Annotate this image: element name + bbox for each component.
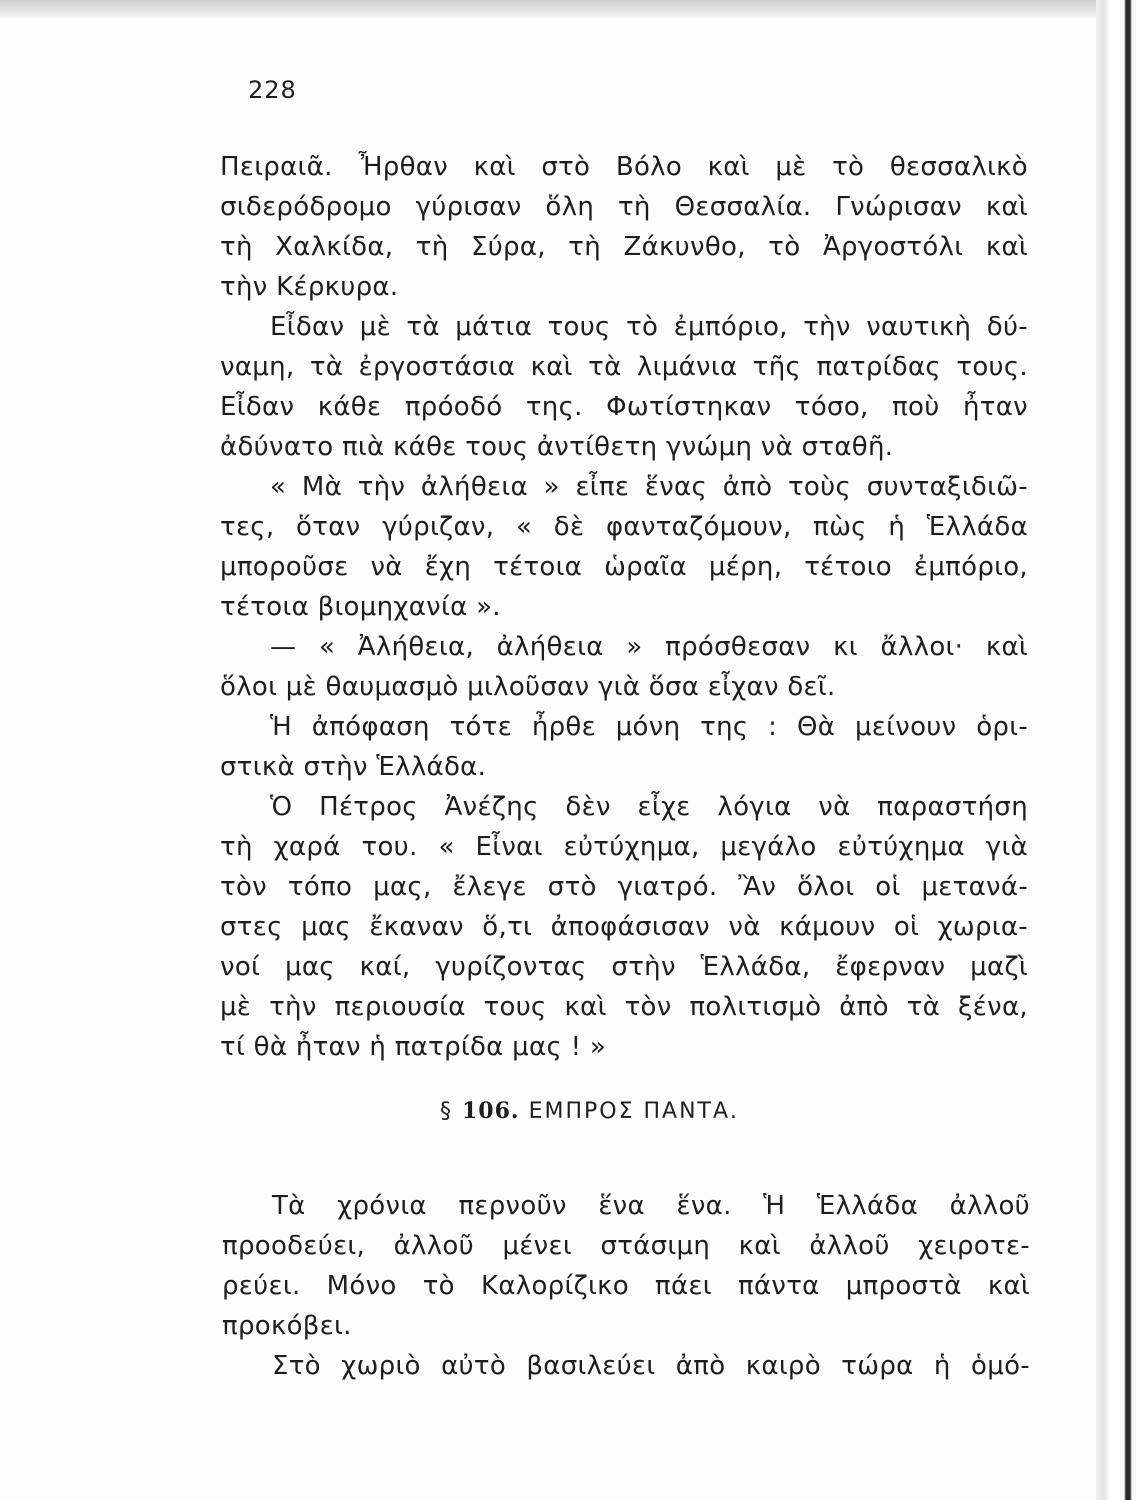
section-title: ΕΜΠΡΟΣ ΠΑΝΤΑ. [528,1099,740,1124]
text-line: τὴν Κέρκυρα. [220,272,399,302]
text-line: Πειραιᾶ. Ἦρθαν καὶ στὸ Βόλο καὶ μὲ τὸ θεσσαλικὸ [220,152,1028,182]
text-line: Εἶδαν μὲ τὰ μάτια τους τὸ ἐμπόριο, τὴν ναυτικὴ δύ- [270,312,1028,342]
text-line: προοδεύει, ἀλλοῦ μένει στάσιμη καὶ ἀλλοῦ χειροτε- [222,1231,1030,1261]
text-line: τέτοια βιομηχανία ». [220,592,501,622]
text-line: ἀδύνατο πιὰ κάθε τους ἀντίθετη γνώμη νὰ σταθῆ. [220,432,894,462]
text-line: μὲ τὴν περιουσία τους καὶ τὸν πολιτισμὸ ἀπὸ τὰ ξένα, [220,992,1028,1022]
body-text-top [220,147,1028,1067]
text-line: ρεύει. Μόνο τὸ Καλορίζικο πάει πάντα μπροστὰ καὶ [222,1271,1030,1301]
text-line: στες μας ἔκαναν ὅ,τι ἀποφάσισαν νὰ κάμουν οἱ χωρια- [220,912,1028,942]
text-line: στικὰ στὴν Ἑλλάδα. [220,752,487,782]
text-line: τὴ χαρά του. « Εἶναι εὐτύχημα, μεγάλο εὐτύχημα γιὰ [220,832,1028,862]
text-line: τί θὰ ἦταν ἡ πατρίδα μας ! » [220,1032,607,1062]
text-line: Ὁ Πέτρος Ἀνέζης δὲν εἶχε λόγια νὰ παραστήση [270,792,1028,822]
text-line: τὴ Χαλκίδα, τὴ Σύρα, τὴ Ζάκυνθο, τὸ Ἀργοστόλι καὶ [220,232,1028,262]
text-line: σιδερόδρομο γύρισαν ὅλη τὴ Θεσσαλία. Γνώρισαν καὶ [220,192,1028,222]
text-line: « Μὰ τὴν ἀλήθεια » εἶπε ἕνας ἀπὸ τοὺς συνταξιδιῶ- [270,472,1028,502]
text-line: — « Ἀλήθεια, ἀλήθεια » πρόσθεσαν κι ἄλλοι· καὶ [270,632,1028,662]
text-line: προκόβει. [222,1311,352,1341]
text-line: Ἡ ἀπόφαση τότε ἦρθε μόνη της : Θὰ μείνουν ὁρι- [270,712,1028,742]
text-line: Τὰ χρόνια περνοῦν ἕνα ἕνα. Ἡ Ἑλλάδα ἀλλοῦ [272,1191,1030,1221]
text-line: νοί μας καί, γυρίζοντας στὴν Ἑλλάδα, ἔφερναν μαζὶ [220,952,1028,982]
section-heading [440,1098,739,1124]
page-number: 228 [248,76,297,104]
text-line: μποροῦσε νὰ ἔχη τέτοια ὡραῖα μέρη, τέτοιο ἐμπόριο, [220,552,1028,582]
text-line: τες, ὅταν γύριζαν, « δὲ φανταζόμουν, πὼς ἡ Ἑλλάδα [220,512,1028,542]
section-symbol: § [440,1099,453,1124]
text-line: Στὸ χωριὸ αὐτὸ βασιλεύει ἀπὸ καιρὸ τώρα ἡ ὁμό- [272,1351,1030,1381]
body-text-bottom [222,1186,1030,1386]
scan-edge-right [1096,0,1136,1500]
text-line: ὅλοι μὲ θαυμασμὸ μιλοῦσαν γιὰ ὅσα εἶχαν δεῖ. [220,672,836,702]
scan-edge-top [0,0,1136,18]
text-line: ναμη, τὰ ἐργοστάσια καὶ τὰ λιμάνια τῆς πατρίδας τους. [220,352,1028,382]
text-line: τὸν τόπο μας, ἔλεγε στὸ γιατρό. Ἂν ὅλοι οἱ μετανά- [220,872,1028,902]
section-number: 106. [462,1098,520,1124]
text-line: Εἶδαν κάθε πρόοδό της. Φωτίστηκαν τόσο, ποὺ ἦταν [220,392,1028,422]
